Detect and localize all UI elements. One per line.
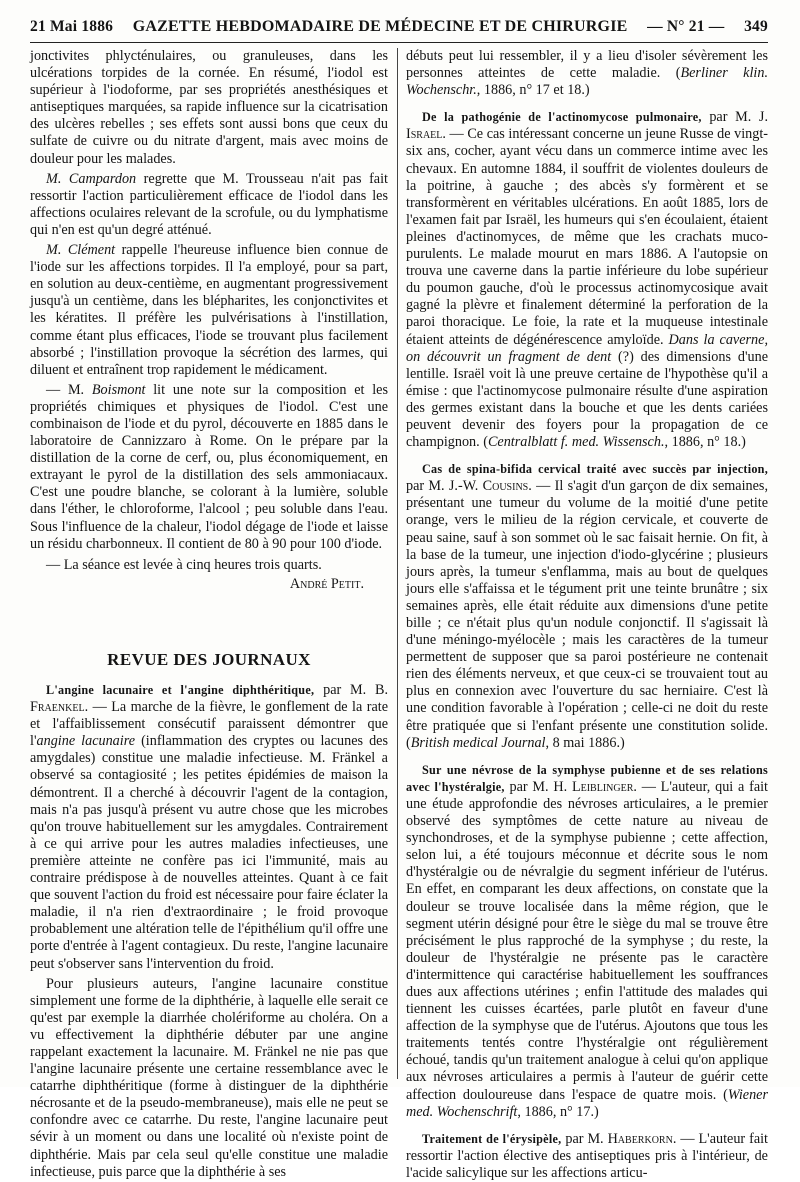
article-title: Traitement de l'érysipèle,: [422, 1131, 562, 1146]
journal-reference: Wiener med. Wochenschrift: [406, 1086, 768, 1120]
journal-reference: Centralblatt f. med. Wissensch.: [487, 434, 665, 451]
paragraph-boismont: [30, 382, 388, 553]
column-divider: [397, 48, 398, 1079]
paragraph-text: rappelle l'heureuse influence bien connue de l'iode sur les affections torpides. Il l'a employé, pour sa part, en solution au deux-centième, en augmentant progressivement jusqu'à un centième, dans les blépharites, les conjonctivites et les kératites. Il préfère les pulvérisations à l'instillation, comme étant plus efficaces, l'iode se trouvant plus facilement absorbé ; l'instillation provoque la sécrétion des larmes, qui diluent et entraînent trop rapidement le médicament.: [30, 242, 388, 378]
article-byline: par M. J.: [701, 109, 768, 126]
seance-closing-line: — La séance est levée à cinq heures trois quarts.: [46, 556, 322, 573]
article-byline: par M. J.-W.: [406, 478, 483, 495]
article-byline: par M. H.: [504, 778, 572, 795]
article-text: . — L'auteur, qui a fait une étude approfondie des névroses articulaires, a le premier observé des symptômes de cette nature au niveau de synchondroses, et de la symphyse pubienne ; cette affection, selon lui, a été toujours méconnue et décrite sous le nom d'hystéralgie ou de névralgie du segment inférieur de l'utérus. En effet, en comparant les deux affections, on constate que la douleur se trouve localisée dans la même région, que le segment utérin désigné pour être le siège du mal se trouve être précisément le plus rapproché de la symphyse ; du reste, la douleur de l'hystéralgie ne présente pas le caractère d'intermittence qui caractérise habituellement les souffrances dues aux affections utérines ; enfin l'attitude des malades qui tiennent les cuisses écartées, parle plutôt en faveur d'une affection de la symphyse que de l'utérus. Ajoutons que tous les traitements tentés contre l'hystéralgie ont régulièrement échoué, tandis qu'un traitement analogue à celui qu'on applique aux névroses articulaires a permis à l'auteur de guérir cette affection douloureuse dans l'espace de quatre mois. (: [406, 778, 769, 1103]
reference-tail: , 1886, n° 17.): [517, 1103, 599, 1120]
header-page-number: 349: [744, 18, 768, 35]
emphasis-text: Dans la caverne, on découvrit un fragment de dent: [406, 331, 768, 365]
article-text: débuts peut lui ressembler, il y a lieu d'isoler sévèrement les personnes atteintes de cette maladie. (: [406, 48, 768, 82]
reference-tail: , 1886, n° 18.): [664, 434, 746, 451]
journal-reference: British medical Journal: [410, 734, 546, 751]
article-text: . — L'auteur fait ressortir l'action élective des antiseptiques pris à l'intérieur, de l'acide salicylique sur les affections articu-: [406, 1130, 768, 1181]
article-author: Cousins: [482, 478, 529, 495]
article-text: (inflammation des cryptes ou lacunes des amygdales) constitue une maladie infectieuse. M. Fränkel a observé sa contagiosité ; les petites épidémies de maison la démontrent. Il a cherché à découvrir l'agent de la contagion, mais n'a pas jusqu'à présent vu autre chose que les microbes qu'on trouve habituellement sur les amygdales. Contrairement à ce qui arrive pour les autres maladies infectieuses, une première atteinte ne confère pas ici l'immunité, mais au contraire prédispose à de nouvelles atteintes. Quant à ce fait que souvent l'action du froid est nécessaire pour faire éclater la maladie, il n'a rien d'extraordinaire ; le froid provoque probablement une altération telle de l'épithélium qu'il offre une porte d'entrée à l'agent contagieux. Du reste, l'angine lacunaire peut s'observer sans l'intervention du froid.: [30, 733, 388, 972]
reference-tail: , 8 mai 1886.): [545, 734, 625, 751]
header-date: 21 Mai 1886: [30, 18, 114, 35]
article-title: Sur une névrose de la symphyse pubienne et de ses relations avec l'hystéralgie,: [406, 762, 768, 794]
paragraph-iodol-conclusion: jonctivites phlycténulaires, ou granuleuses, dans les ulcérations torpides de la cornée. En résumé, l'iodol est supérieur à l'iodoforme, par ses propriétés anesthésiques et antiseptiques marquées, sa rapide influence sur la cicatrisation des ulcères rebelles ; ses effets sont aussi bons que ceux du sulfate de cuivre ou du nitrate d'argent, mais avec moins de douleur pour les malades.: [30, 48, 388, 167]
article-title: Cas de spina-bifida cervical traité avec succès par injection,: [422, 462, 768, 477]
header-issue-number: — N° 21 —: [647, 18, 725, 35]
article-spina-bifida: [406, 461, 768, 752]
author-signature: André Petit.: [289, 575, 364, 592]
article-text: (?) des dimensions d'une lentille. Israël voit là une preuve certaine de l'hypothèse qu'il a émise : que l'actinomycose pulmonaire résulte d'une aspiration des germes existant dans la bouche et que les dents cariées peuvent devenir des foyers pour la propagation de ce champignon. (: [406, 348, 768, 451]
article-text: . — Ce cas intéressant concerne un jeune Russe de vingt-six ans, cocher, ayant vécu dans un commerce intime avec les chevaux. En automne 1884, il souffrit de violentes douleurs de la poitrine, à gauche ; des abcès s'y formèrent et se transformèrent en véritables ulcérations. En août 1885, lors de l'examen fait par Israël, les humeurs qui s'en écoulaient, étaient pleines d'actinomyces, de même que les crachats muco-purulents. Le malade mourut en mars 1886. A l'autopsie on trouva une caverne dans la partie inférieure du lobe supérieur du poumon gauche, d'où le processus actinomycosique avait gagné la plèvre et finalement déterminé la perforation de la paroi thoracique. Le foie, la rate et la muqueuse intestinale étaient atteints de dégénérescence amyloïde.: [406, 126, 768, 348]
article-title: L'angine lacunaire et l'angine diphthéritique,: [46, 683, 315, 697]
article-title: De la pathogénie de l'actinomycose pulmonaire,: [422, 110, 702, 125]
section-title: REVUE DES JOURNAUX: [107, 649, 311, 669]
paragraph-text: regrette que M. Trousseau n'ait pas fait ressortir l'action particulièrement efficace de l'iodol dans les affections oculaires relevant de la scrofule, ou du lymphatisme qui n'en est qu'un degré atténué.: [30, 170, 388, 238]
article-byline: par M. B.: [314, 682, 388, 698]
article-angine-lacunaire-continued: Pour plusieurs auteurs, l'angine lacunaire constitue simplement une forme de la diphthérie, à laquelle elle serait ce qu'est par exemple la diarrhée cholériforme au choléra. On a vu effectivement la diphthérie débuter par une angine rappelant exactement la lacunaire. M. Fränkel ne nie pas que l'angine lacunaire présente une certaine ressemblance avec le catarrhe diphthéritique (forme à distinguer de la diphthérie nécrosante et de la pseudo-membraneuse), mais elle ne peut se confondre avec ce catarrhe. Du reste, l'angine lacunaire peut sévir à un moment ou dans une localité où n'existe point de diphthérie. Mais par cela seul qu'elle constitue une maladie infectieuse, puis parce que la diphthérie à ses: [30, 975, 388, 1180]
right-column: [406, 48, 769, 1181]
paragraph-clement: [30, 242, 388, 379]
speaker-name: Boismont: [91, 381, 146, 398]
page-header: [30, 12, 768, 43]
emphasis-text: angine lacunaire: [36, 733, 136, 750]
article-author: Leiblinger: [571, 778, 634, 795]
article-author: Israel: [406, 126, 443, 143]
paragraph-text: lit une note sur la composition et les propriétés chimiques et physiques de l'iodol. C'est une combinaison de l'iode et du pyrol, découverte en 1885 dans le laboratoire de Cannizzaro à Rome. On le prépare par la distillation de la corne de cerf, ou, plus économiquement, en extrayant le pyrol de la distillation des sels ammoniacaux. C'est une poudre blanche, se colorant à la lumière, soluble dans l'éther, le chloroforme, l'alcool ; peu soluble dans l'eau. Sous l'influence de la chaleur, l'iodol dégage de l'iode et laisse un résidu charbonneux. Il contient de 80 à 90 pour 100 d'iode.: [30, 381, 388, 552]
article-byline: par M.: [561, 1130, 608, 1147]
article-actinomycose: [406, 109, 768, 451]
article-text: . — La marche de la fièvre, le gonflement de la rate et l'affaiblissement consécutif paraissent démontrer que l': [30, 699, 388, 750]
speaker-name: M. Clément: [46, 242, 116, 259]
article-angine-lacunaire: [30, 682, 388, 973]
article-text: . — Il s'agit d'un garçon de dix semaines, présentant une tumeur du volume de la moitié d'une petite orange, vers le milieu de la région cervicale, et couverte de peau saine, sauf à son sommet où le sac faisait hernie. On fit, à la base de la tumeur, une injection d'iodo-glycérine ; plusieurs jours après, la tumeur s'enflamma, mais au bout de quelques jours elle s'affaissa et le tégument prit une teinte brunâtre ; six semaines après, elle était réduite aux dimensions d'une petite bille ; ce n'était plus qu'un nodule conjonctif. Il s'agissait là d'une méningo-myélocèle ; mais les caractères de la tumeur permettent de supposer que sa paroi postérieure ne contenait rien des éléments nerveux, et que ceux-ci se trouvaient tout au plus en connexion avec l'ouverture du sac herniaire. C'est là une condition favorable à l'opération ; celle-ci ne doit du reste être pratiquée que si l'enfant présente une constitution solide. (: [406, 478, 768, 751]
article-author: Fraenkel: [30, 699, 85, 716]
reference-tail: , 1886, n° 17 et 18.): [476, 82, 590, 99]
article-author: Haberkorn: [607, 1130, 673, 1147]
journal-reference: Berliner klin. Wochenschr.: [406, 65, 768, 99]
left-column: [30, 48, 388, 1180]
speaker-name: M. Campardon: [46, 170, 137, 187]
article-symphyse-pubienne: [406, 762, 768, 1121]
paragraph-prefix: — M.: [46, 381, 92, 398]
header-journal-title: GAZETTE HEBDOMADAIRE DE MÉDECINE ET DE CHIRURGIE: [132, 18, 628, 35]
paragraph-campardon: [30, 171, 388, 239]
article-erysipele: [406, 1131, 768, 1182]
article-angine-lacunaire-end: [406, 48, 768, 99]
